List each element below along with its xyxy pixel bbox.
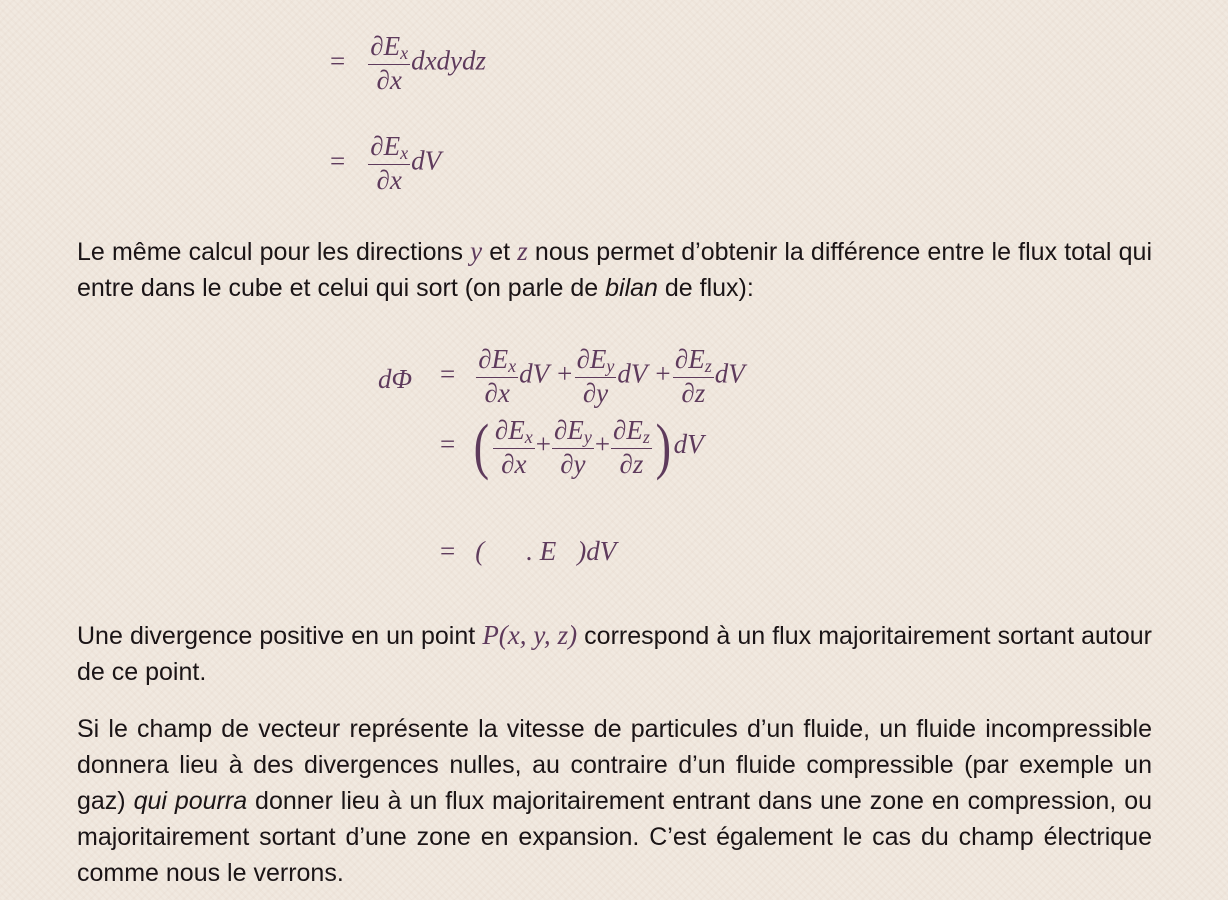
equation-line-1 [330, 33, 486, 94]
partial-fraction-z: $\frac{\partial E_z}{\partial z}$ [613, 414, 650, 479]
partial-fraction-y: $\frac{\partial E_y}{\partial y}$ [576, 344, 615, 408]
paragraph-fluide: Si le champ de vecteur représente la vitesse de particules d’un fluide, un fluide incompressible donnera lieu à des divergences nulles, au contraire d’un fluide compressible (par exemple un gaz) qui pourra donner lieu à un flux majoritairement entrant dans une zone en compression, ou majoritairement sortant d’une zone en expansion. C’est également le cas du champ électrique comme nous le verrons. [77, 715, 1152, 887]
paragraph-bilan: Le même calcul pour les directions y et z nous permet d’obtenir la différence entre le flux total qui entre dans le cube et celui qui sort (on parle de bilan de flux): [77, 236, 1152, 302]
partial-fraction-x: $\frac{\partial E_x}{\partial x}$ [494, 414, 533, 479]
emphasis-bilan: bilan [605, 274, 658, 302]
math-point: P(x, y, z) [482, 620, 578, 650]
emphasis-qui-pourra: qui pourra [133, 787, 248, 815]
equals-sign: = [330, 45, 346, 76]
paragraph-divergence: Une divergence positive en un point P(x, y, z) correspond à un flux majoritairement sortant autour de ce point. [77, 620, 1153, 686]
equals-sign: = [440, 536, 456, 566]
close-paren: ) [655, 413, 671, 481]
equation-line-4: = ( $\frac{\partial E_x}{\partial x}$ + $\frac{\partial E_y}{\partial y}$ + $\frac{\partial E_z}{\partial z}$ )dV [440, 413, 704, 481]
math-y: y [470, 236, 483, 266]
partial-fraction: $\frac{\partial E_x}{\partial x}$ [370, 31, 409, 95]
equals-sign: = [440, 429, 456, 460]
equation-line-3: = $\frac{\partial E_x}{\partial x}$ dV + $\frac{\partial E_y}{\partial y}$ dV + $\frac{\partial E_z}{\partial z}$ dV [440, 344, 745, 408]
open-paren: ( [473, 413, 490, 481]
partial-fraction-y: $\frac{\partial E_y}{\partial y}$ [553, 414, 592, 479]
differential-term: dxdydz [411, 45, 487, 76]
partial-fraction-z: $\frac{\partial E_z}{\partial z}$ [674, 344, 712, 408]
equation-line-2 [330, 133, 441, 194]
partial-fraction-x: $\frac{\partial E_x}{\partial x}$ [478, 344, 517, 408]
equals-sign: = [330, 145, 346, 176]
equation-line-5 [440, 538, 616, 565]
equals-sign: = [440, 358, 456, 389]
partial-fraction: $\frac{\partial E_x}{\partial x}$ [370, 131, 409, 195]
divergence-expression: (∇⃗. E⃗)dV [475, 536, 617, 566]
phi-label: dΦ [378, 364, 413, 394]
math-z: z [517, 236, 528, 266]
differential-term: dV [411, 145, 442, 176]
